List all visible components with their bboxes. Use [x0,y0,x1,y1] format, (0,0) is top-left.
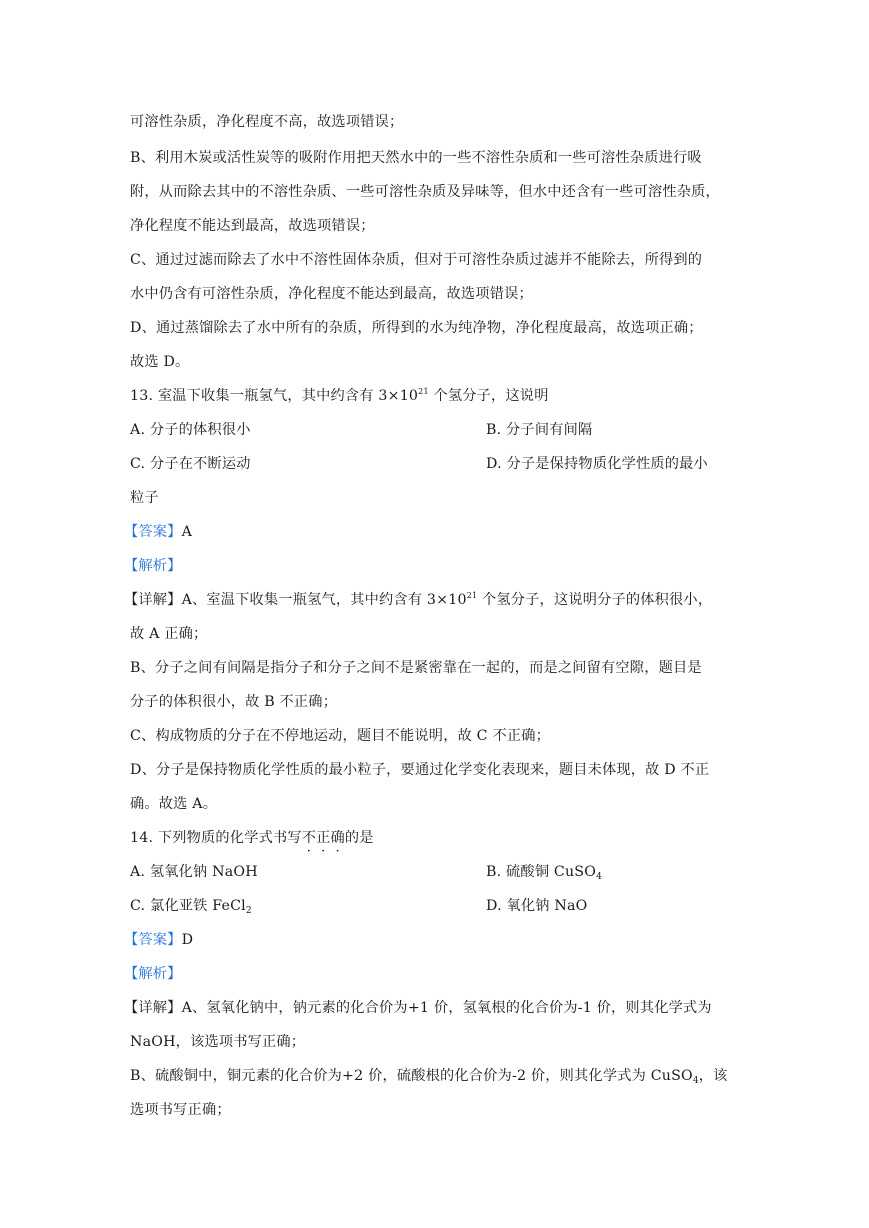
text-line: C、构成物质的分子在不停地运动，题目不能说明，故 C 不正确； [130,728,550,744]
option-d: D. 分子是保持物质化学性质的最小 [486,456,708,472]
text-line: 水中仍含有可溶性杂质，净化程度不能达到最高，故选项错误； [130,286,533,302]
exponent: 21 [418,387,429,396]
question-13-stem [130,386,549,406]
option-d-continued: 粒子 [130,490,159,506]
text-line: 选项书写正确； [130,1102,231,1118]
question-13-options-row-1 [130,420,251,440]
option-b: B. 分子间有间隔 [486,422,593,438]
analysis-label: 【解析】 [124,558,182,574]
text-line: 确。故选 A。 [130,796,218,812]
text-line: B、分子之间有间隔是指分子和分子之间不是紧密靠在一起的，而是之间留有空隙，题目是 [130,660,702,676]
detail-line [124,590,712,610]
exponent: 21 [466,591,478,600]
emphasis-char: 不 [301,830,317,846]
answer-value: A [181,524,193,540]
answer-line [124,930,193,950]
detail-tag: 【详解】 [124,1000,182,1016]
subscript: 2 [245,906,252,916]
emphasis-char: 确 [330,830,345,846]
detail-text: ，该 [698,1068,728,1084]
detail-text: A、氢氧化钠中，钠元素的化合价为+1 价，氢氧根的化合价为-1 价，则其化学式为 [181,1000,712,1016]
analysis-tag [124,964,182,984]
text-line: D、分子是保持物质化学性质的最小粒子，要通过化学变化表现来，题目未体现，故 D 不正 [130,762,710,778]
subscript: 4 [692,1076,699,1086]
detail-text: 个氢分子，这说明分子的体积很小， [482,592,713,608]
option-text: C. 氯化亚铁 FeCl [130,898,246,914]
analysis-tag [124,556,182,576]
answer-value: D [181,932,194,948]
detail-line [124,998,712,1018]
subscript: 4 [596,872,602,882]
stem-text: 14. 下列物质的化学式书写 [130,830,302,846]
stem-text: 的是 [344,830,374,846]
option-a: A. 分子的体积很小 [130,422,251,438]
option-a: A. 氢氧化钠 NaOH [130,864,258,880]
text-line: 附，从而除去其中的不溶性杂质、一些可溶性杂质及异味等，但水中还含有一些可溶性杂质， [130,184,720,200]
option-b [486,862,602,882]
answer-line [124,522,192,542]
emphasis-char: 正 [316,830,331,846]
option-c [130,896,252,916]
option-d: D. 氧化钠 NaO [486,898,588,914]
option-c: C. 分子在不断运动 [130,456,251,472]
answer-tag: 【答案】 [124,524,182,540]
text-line: NaOH，该选项书写正确； [130,1034,306,1050]
detail-text: B、硫酸铜中，铜元素的化合价为+2 价，硫酸根的化合价为-2 价，则其化学式为 CuSO [130,1068,693,1084]
option-text: B. 硫酸铜 CuSO [486,864,597,880]
text-line: 分子的体积很小，故 B 不正确； [130,694,338,710]
stem-text: 个氢分子，这说明 [433,388,549,404]
question-14-stem [130,828,374,848]
text-line: 可溶性杂质，净化程度不高，故选项错误； [130,114,404,130]
answer-tag: 【答案】 [124,932,182,948]
text-line: 故 A 正确； [130,626,208,642]
detail-line [130,1066,728,1086]
text-line: 净化程度不能达到最高，故选项错误； [130,218,375,234]
stem-text: 13. 室温下收集一瓶氢气，其中约含有 3×10 [130,388,419,404]
analysis-label: 【解析】 [124,966,182,982]
text-line: C、通过过滤而除去了水中不溶性固体杂质，但对于可溶性杂质过滤并不能除去，所得到的 [130,252,703,268]
text-line: 故选 D。 [130,354,190,370]
detail-text: A、室温下收集一瓶氢气，其中约含有 3×10 [181,592,467,608]
detail-tag: 【详解】 [124,592,182,608]
text-line: B、利用木炭或活性炭等的吸附作用把天然水中的一些不溶性杂质和一些可溶性杂质进行吸 [130,150,702,166]
text-line: D、通过蒸馏除去了水中所有的杂质，所得到的水为纯净物，净化程度最高，故选项正确； [130,320,703,336]
